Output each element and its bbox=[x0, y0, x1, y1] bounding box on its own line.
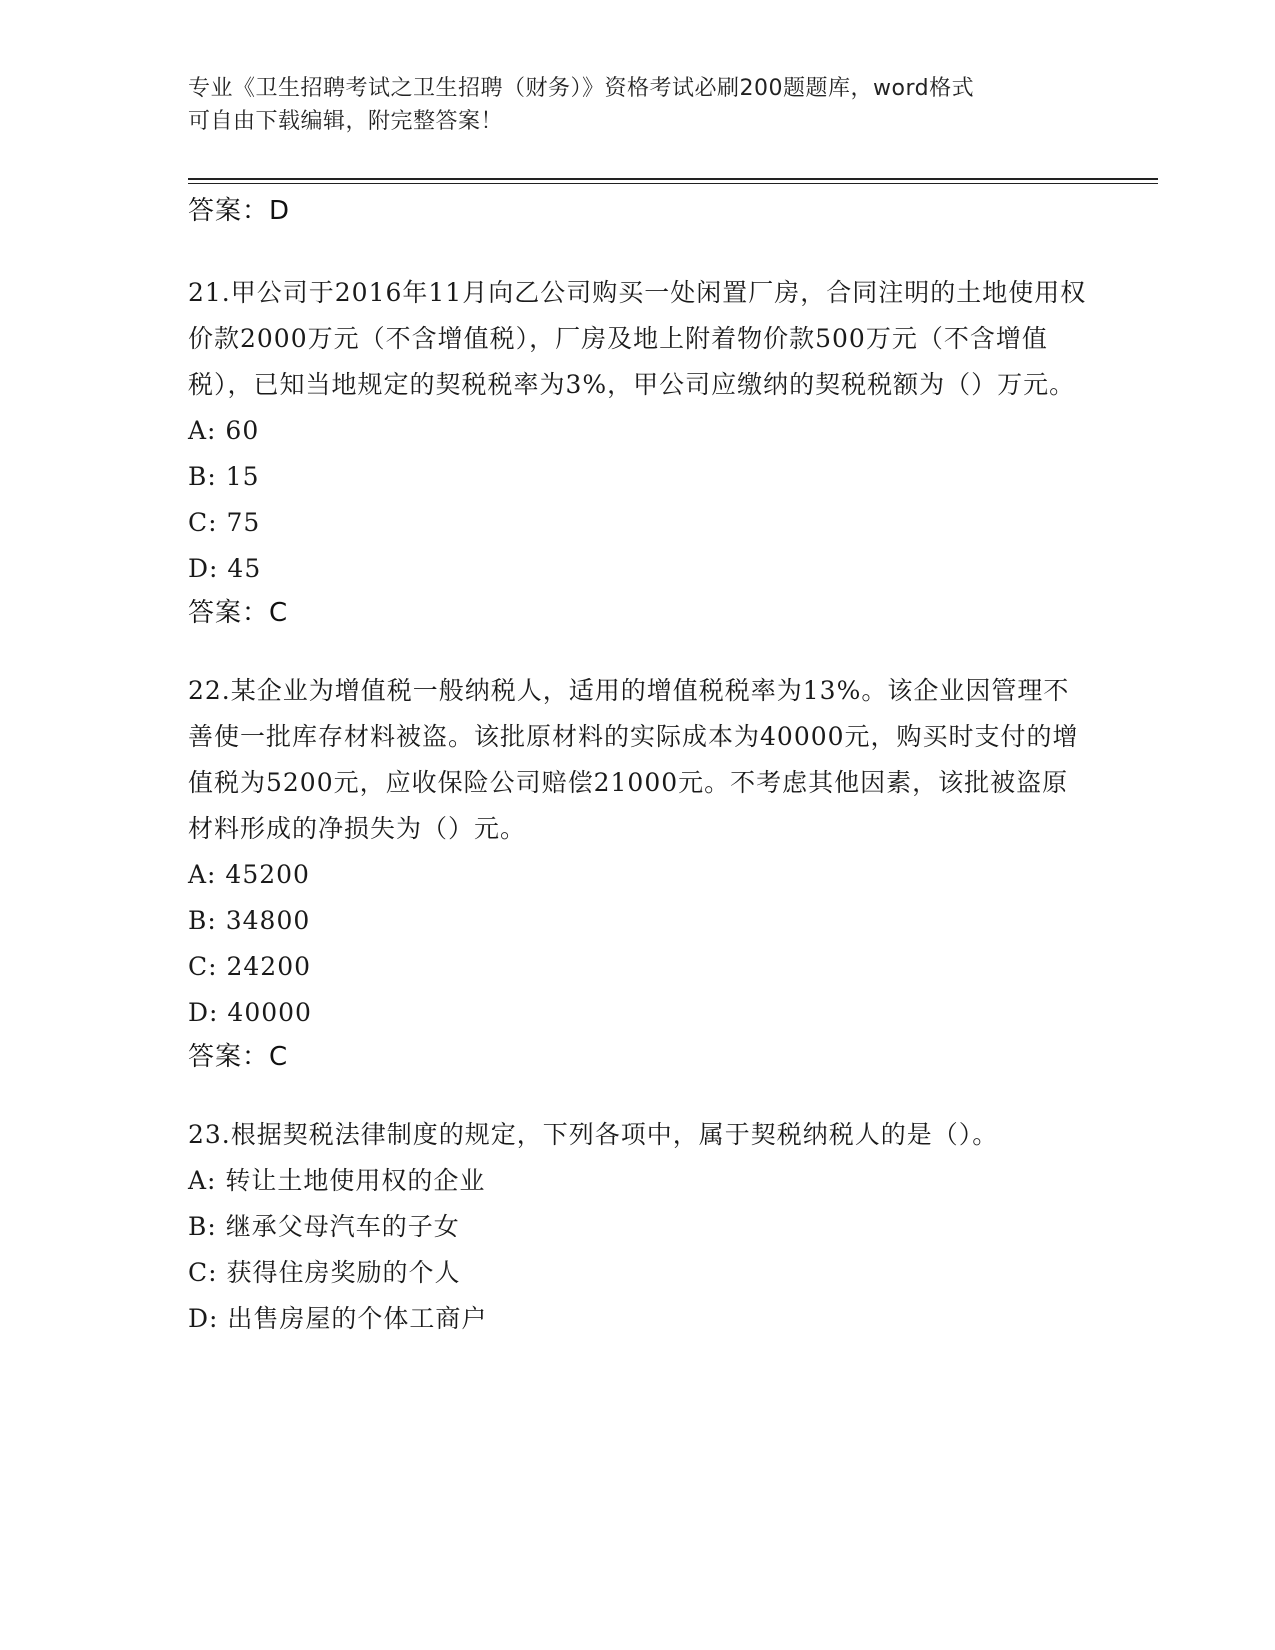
option-c: C: 24200 bbox=[188, 952, 312, 981]
option-b: B: 15 bbox=[188, 462, 260, 491]
option-d: D: 45 bbox=[188, 554, 262, 583]
question-block bbox=[188, 270, 1088, 634]
question-block bbox=[188, 1112, 1088, 1342]
option-d: D: 出售房屋的个体工商户 bbox=[188, 1304, 488, 1333]
option-a: A: 60 bbox=[188, 416, 260, 445]
option-d: D: 40000 bbox=[188, 998, 312, 1027]
answer-line: 答案：D bbox=[188, 196, 291, 226]
question-text: 22.某企业为增值税一般纳税人，适用的增值税税率为13%。该企业因管理不善使一批库存材料被盗。该批原材料的实际成本为40000元，购买时支付的增值税为5200元，应收保险公司赔偿21000元。不考虑其他因素，该批被盗原材料形成的净损失为（）元。 bbox=[188, 676, 1079, 843]
option-a: A: 转让土地使用权的企业 bbox=[188, 1166, 486, 1195]
document-header bbox=[188, 72, 1088, 138]
option-c: C: 获得住房奖励的个人 bbox=[188, 1258, 461, 1287]
answer-line: 答案：C bbox=[188, 1042, 289, 1072]
answer-line: 答案：C bbox=[188, 598, 289, 628]
option-c: C: 75 bbox=[188, 508, 261, 537]
question-block bbox=[188, 668, 1088, 1078]
header-divider-thin bbox=[188, 183, 1158, 184]
document-body bbox=[188, 190, 1088, 1342]
option-b: B: 继承父母汽车的子女 bbox=[188, 1212, 460, 1241]
option-b: B: 34800 bbox=[188, 906, 311, 935]
header-divider bbox=[188, 178, 1158, 180]
header-title-line2: 可自由下载编辑，附完整答案！ bbox=[188, 109, 504, 134]
question-text: 23.根据契税法律制度的规定，下列各项中，属于契税纳税人的是（）。 bbox=[188, 1120, 999, 1149]
question-text: 21.甲公司于2016年11月向乙公司购买一处闲置厂房，合同注明的土地使用权价款2000万元（不含增值税），厂房及地上附着物价款500万元（不含增值税），已知当地规定的契税税率为3%，甲公司应缴纳的契税税额为（）万元。 bbox=[188, 278, 1087, 399]
option-a: A: 45200 bbox=[188, 860, 310, 889]
header-title-line1: 专业《卫生招聘考试之卫生招聘（财务）》资格考试必刷200题题库，word格式 bbox=[188, 76, 975, 101]
